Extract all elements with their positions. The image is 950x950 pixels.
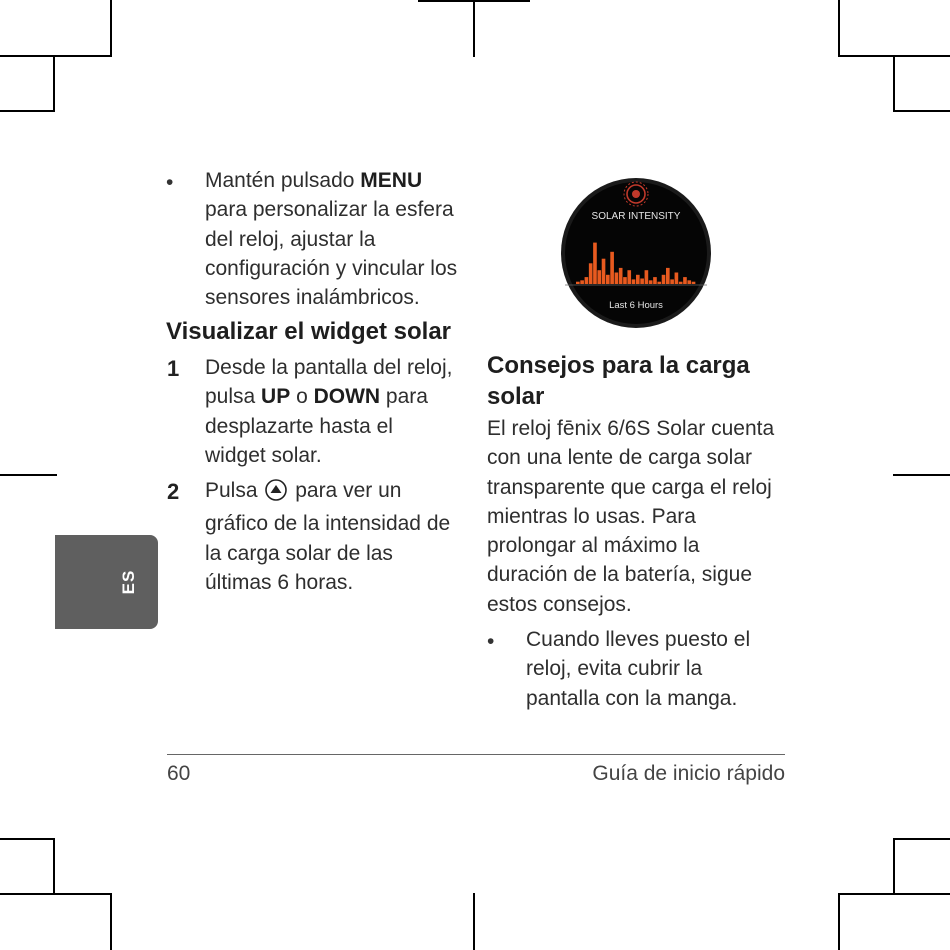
tip-bullet-marker: • [487, 630, 495, 653]
solar-bar [679, 282, 683, 284]
solar-bar [649, 280, 653, 284]
footer-rule [167, 754, 785, 755]
solar-bar [602, 259, 606, 284]
page-number: 60 [167, 762, 191, 785]
charging-tips-paragraph: El reloj fēnix 6/6S Solar cuenta con una lente de carga solar transparente que carga el reloj mientras lo usas. Para prolongar al máximo la duración de la batería, sigue estos consejos. [487, 417, 775, 616]
guide-title: Guía de inicio rápido [592, 762, 785, 785]
intro-bullet-text: Mantén pulsado MENU para personalizar la esfera del reloj, ajustar la configuración y vincular los sensores inalámbricos. [205, 169, 458, 310]
solar-bar [645, 270, 649, 284]
solar-bar [615, 273, 619, 285]
bullet-marker: • [166, 171, 174, 194]
solar-bar [597, 270, 601, 284]
solar-bar [666, 268, 670, 284]
solar-bar [576, 282, 580, 284]
watch-face-svg [560, 177, 712, 329]
language-tab [55, 535, 158, 629]
solar-bar [589, 263, 593, 284]
solar-bar [632, 279, 636, 284]
solar-bar [687, 280, 691, 284]
solar-bar [640, 278, 644, 284]
solar-bar [585, 277, 589, 284]
step-2-text: Pulsa para ver un gráfico de la intensidad de la carga solar de las últimas 6 horas. [205, 479, 451, 594]
solar-bar [623, 277, 627, 284]
solar-bar [593, 243, 597, 284]
up-key: UP [261, 385, 291, 409]
step-1-text: Desde la pantalla del reloj, pulsa UP o DOWN para desplazarte hasta el widget solar. [205, 356, 453, 467]
language-tab-label: ES [119, 569, 138, 595]
solar-bar [606, 275, 610, 284]
solar-bar [580, 280, 584, 284]
step-number-1: 1 [167, 356, 180, 381]
widget-subtitle: Last 6 Hours [609, 300, 663, 311]
solar-bar [692, 282, 696, 284]
solar-bar [627, 270, 631, 284]
solar-bar [670, 279, 674, 284]
menu-key: MENU [360, 169, 423, 192]
up-button-icon [265, 479, 287, 509]
section-heading-charging-tips: Consejos para la carga solar [487, 352, 750, 410]
solar-bar [636, 275, 640, 284]
down-key: DOWN [313, 385, 381, 409]
solar-bar [662, 275, 666, 284]
solar-intensity-watch [560, 177, 712, 329]
step-number-2: 2 [167, 479, 180, 504]
solar-bar [683, 277, 687, 284]
solar-bar [653, 277, 657, 284]
solar-bar [619, 268, 623, 284]
solar-bar [657, 282, 661, 284]
solar-bar [610, 252, 614, 284]
tip-bullet-text: Cuando lleves puesto el reloj, evita cubrir la pantalla con la manga. [526, 628, 751, 710]
solar-bar [675, 273, 679, 285]
widget-title: SOLAR INTENSITY [591, 211, 681, 222]
section-heading-solar-widget: Visualizar el widget solar [166, 318, 451, 345]
